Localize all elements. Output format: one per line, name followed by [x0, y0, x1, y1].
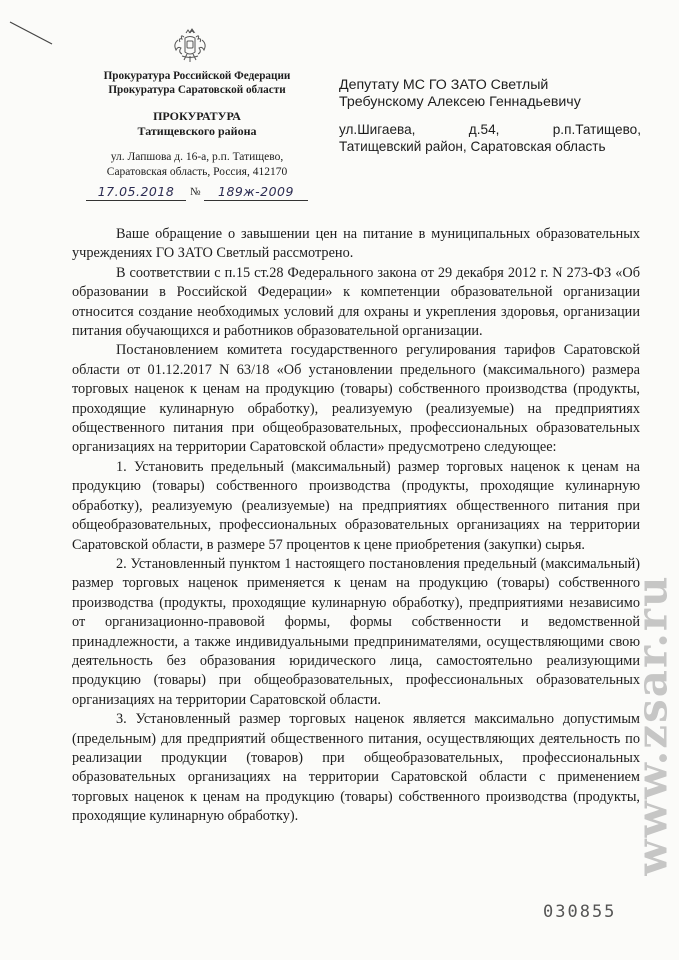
recipient-address-line-1	[339, 121, 641, 138]
double-headed-eagle-emblem-icon	[170, 26, 210, 66]
unit-line-2: Татищевского района	[137, 124, 257, 138]
letter-body	[72, 225, 640, 827]
document-code: 030855	[543, 902, 617, 922]
recipient-address	[339, 121, 641, 155]
org-line-2: Прокуратура Саратовской области	[108, 83, 286, 96]
body-paragraph-5: 2. Установленный пунктом 1 настоящего постановления предельный (максимальный) размер торговых наценок применяется к ценам на продукцию (товары) собственного производства (продукты, проходящие кулинарную обработку), предприятиями независимо от организационно-правовой формы, формы собственности и ведомственной принадлежности, а также индивидуальными предпринимателями, осуществляющими свою деятельность без образования юридического лица, самостоятельно реализующими продукцию (товары) при общеобразовательных, профессиональных образовательных организациях на территории Саратовской области.	[72, 555, 640, 708]
body-paragraph-1: Ваше обращение о завышении цен на питание в муниципальных образовательных учреждениях ГО ЗАТО Светлый рассмотрено.	[72, 226, 640, 262]
recipient-house: д.54,	[468, 122, 500, 137]
number-underline	[204, 200, 308, 201]
body-paragraph-6: 3. Установленный размер торговых наценок является максимально допустимым (предельным) для предприятий общественного питания, осуществляющих деятельность по реализации продукции (товаров) при общеобразовательных, профессиональных образовательных организациях на территории Саратовской области с применением торговых наценок к ценам на продукцию (товары) собственного производства (продукты, проходящие кулинарную обработку).	[72, 711, 640, 825]
unit-line-1: ПРОКУРАТУРА	[153, 109, 241, 123]
watermark-text: www.zsar.ru	[627, 574, 677, 876]
date-underline	[86, 200, 186, 201]
recipient-district: Татищевский район, Саратовская область	[339, 139, 606, 154]
sender-address	[86, 150, 308, 180]
body-paragraph-2: В соответствии с п.15 ст.28 Федерального закона от 29 декабря 2012 г. N 273-ФЗ «Об образовании в Российской Федерации» к компетенции образовательной организации относится создание необходимых условий для охраны и укрепления здоровья, организации питания обучающихся и работников образовательной организации.	[72, 264, 640, 340]
recipient-line-1: Депутату МС ГО ЗАТО Светлый	[339, 77, 549, 93]
body-paragraph-4: 1. Установить предельный (максимальный) размер торговых наценок к ценам на продукцию (товары) собственного производства (продукты, проходящие кулинарную обработку), реализуемую (реализуемые) на предприятиях общественного питания при общеобразовательных, профессиональных образовательных организациях на территории Саратовской области, в размере 57 процентов к цене приобретения (закупки) сырья.	[72, 458, 640, 553]
address-line-2: Саратовская область, Россия, 412170	[106, 166, 288, 178]
pen-mark	[8, 18, 54, 48]
sender-unit	[86, 109, 308, 139]
registration-line	[86, 182, 308, 204]
body-paragraph-3: Постановлением комитета государственного регулирования тарифов Саратовской области от 01.12.2017 N 63/18 «Об установлении предельного (максимального) размера торговых наценок к ценам на продукцию (товары) собственного производства (продукты, проходящие кулинарную обработку), реализуемую (реализуемые) на предприятиях общественного питания при общеобразовательных, профессиональных образовательных организациях на территории Саратовской области» предусмотрено следующее:	[72, 342, 640, 456]
org-line-1: Прокуратура Российской Федерации	[103, 70, 291, 82]
sender-organization	[86, 70, 308, 97]
registration-number: 189ж-2009	[218, 184, 294, 199]
address-line-1: ул. Лапшова д. 16-а, р.п. Татищево,	[110, 151, 284, 163]
site-watermark	[627, 500, 677, 950]
registration-date: 17.05.2018	[97, 184, 175, 199]
recipient-block	[339, 77, 639, 111]
recipient-line-2: Требунскому Алексею Геннадьевичу	[339, 94, 581, 110]
recipient-town: р.п.Татищево,	[552, 122, 641, 137]
number-sign: №	[190, 186, 201, 198]
recipient-street: ул.Шигаева,	[339, 122, 416, 137]
